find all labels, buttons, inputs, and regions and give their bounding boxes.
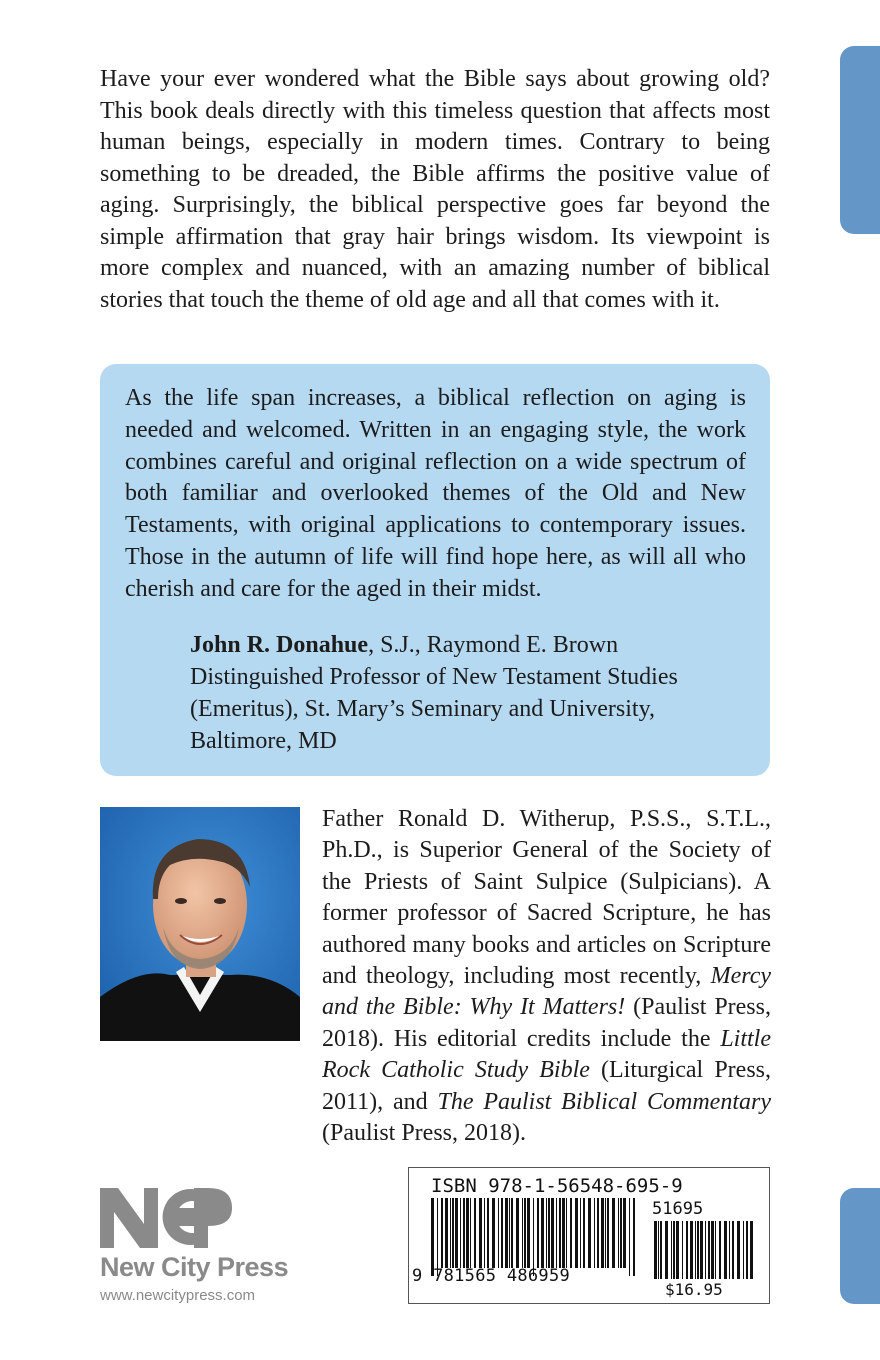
barcode-bar bbox=[746, 1221, 748, 1279]
barcode-bar bbox=[719, 1221, 721, 1279]
endorser-name: John R. Donahue bbox=[190, 631, 369, 658]
bio-book-title-1: Mercy and the Bible: Why It Matters! bbox=[322, 963, 771, 1021]
barcode-bar bbox=[618, 1198, 619, 1268]
barcode-bar bbox=[705, 1221, 706, 1279]
barcode-digits: 9 781565 486959 bbox=[412, 1266, 571, 1286]
barcode-bar bbox=[505, 1198, 508, 1268]
barcode-bar bbox=[737, 1221, 740, 1279]
barcode-bar bbox=[487, 1198, 489, 1268]
endorsement-quote: As the life span increases, a biblical reflection on aging is needed and welcomed. Written in an engaging style, the work combines careful and original reflection on a wide spectrum of both familiar and overlooked themes of the Old and New Testaments, with original applications to contemporary issues. Those in the autumn of life will find hope here, as will all who cherish and care for the aged in their midst. bbox=[125, 385, 746, 602]
barcode-bar bbox=[658, 1221, 659, 1279]
barcode-bar bbox=[750, 1221, 753, 1279]
barcode-bar bbox=[620, 1198, 622, 1268]
barcode-bar bbox=[729, 1221, 730, 1279]
bio-text-4: (Paulist Press, 2018). bbox=[322, 1120, 526, 1147]
barcode-bar bbox=[700, 1221, 703, 1279]
endorser-title-2: Distinguished Professor of New Testament Studies bbox=[190, 663, 678, 690]
barcode-bar bbox=[623, 1198, 626, 1268]
bio-text-2: (Paulist Press, 2018). His editorial credits include the bbox=[322, 994, 771, 1052]
intro-paragraph: Have your ever wondered what the Bible says about growing old? This book deals directly with this timeless question that affects most human beings, especially in modern times. Contrary to being something to be dreaded, the Bible affirms the positive value of aging. Surprisingly, the biblical perspective goes far beyond the simple affirmation that gray hair brings wisdom. Its viewpoint is more complex and nuanced, with an amazing number of biblical stories that touch the theme of old age and all that comes with it. bbox=[100, 66, 770, 313]
barcode-bar bbox=[711, 1221, 714, 1279]
barcode-bar bbox=[676, 1221, 679, 1279]
bio-text-1: Father Ronald D. Witherup, P.S.S., S.T.L., Ph.D., is Superior General of the Society of the Priests of Saint Sulpice (Sulpicians). A former professor of Sacred Scripture, he has authored many books and articles on Scripture and theology, including most recently, bbox=[322, 806, 771, 990]
barcode-bar bbox=[511, 1198, 513, 1268]
barcode-bar bbox=[673, 1221, 675, 1279]
barcode-bar bbox=[697, 1221, 699, 1279]
barcode-bar bbox=[556, 1198, 557, 1268]
barcode-bar bbox=[455, 1198, 458, 1268]
barcode-bar bbox=[546, 1198, 547, 1268]
barcode-bar bbox=[463, 1198, 465, 1268]
publisher-name: New City Press bbox=[100, 1252, 289, 1282]
barcode-bar bbox=[597, 1198, 599, 1268]
barcode-bar bbox=[452, 1198, 454, 1268]
barcode-bar bbox=[633, 1198, 635, 1276]
barcode-bar bbox=[671, 1221, 672, 1279]
barcode-bar bbox=[509, 1198, 510, 1268]
barcode-bar bbox=[551, 1198, 554, 1268]
barcode-bar bbox=[715, 1221, 716, 1279]
barcode-bar bbox=[527, 1198, 530, 1268]
bio-book-title-2: Little Rock Catholic Study Bible bbox=[322, 1025, 771, 1084]
endorsement-box bbox=[100, 364, 770, 776]
bottom-edge-tab bbox=[840, 1188, 880, 1304]
endorsement-attribution bbox=[190, 629, 746, 757]
barcode-bar bbox=[575, 1198, 578, 1268]
barcode-bar bbox=[479, 1198, 482, 1268]
endorser-title-1: , S.J., Raymond E. Brown bbox=[368, 631, 619, 658]
barcode-bar bbox=[441, 1198, 443, 1268]
barcode-bar bbox=[732, 1221, 734, 1279]
barcode-bar bbox=[484, 1198, 485, 1268]
barcode-bar bbox=[445, 1198, 448, 1268]
barcode-bar bbox=[724, 1221, 727, 1279]
barcode-bar bbox=[708, 1221, 710, 1279]
barcode-bar bbox=[431, 1198, 434, 1276]
barcode-bar bbox=[665, 1221, 668, 1279]
barcode-bar bbox=[460, 1198, 461, 1268]
author-photo bbox=[100, 807, 300, 1041]
barcode-bar bbox=[566, 1198, 567, 1268]
barcode-bar bbox=[559, 1198, 561, 1268]
barcode-bar bbox=[548, 1198, 550, 1268]
publisher-url: www.newcitypress.com bbox=[100, 1287, 256, 1304]
barcode-bar bbox=[522, 1198, 523, 1268]
barcode-addon: 51695 bbox=[652, 1199, 704, 1219]
barcode-bar bbox=[501, 1198, 503, 1268]
barcode-bar bbox=[743, 1221, 744, 1279]
barcode-bar bbox=[474, 1198, 476, 1268]
barcode-bar bbox=[450, 1198, 451, 1268]
barcode-bar bbox=[570, 1198, 572, 1268]
barcode-bar bbox=[682, 1221, 683, 1279]
barcode-bar bbox=[588, 1198, 591, 1268]
publisher-logo bbox=[100, 1186, 300, 1316]
barcode-bar bbox=[629, 1198, 630, 1276]
barcode-bar bbox=[612, 1198, 615, 1268]
isbn-label: ISBN 978-1-56548-695-9 bbox=[431, 1175, 683, 1197]
barcode-bar bbox=[594, 1198, 595, 1268]
barcode-bar bbox=[466, 1198, 469, 1268]
bio-text-3: (Liturgical Press, 2011), and bbox=[322, 1057, 771, 1115]
barcode-bar bbox=[690, 1221, 693, 1279]
barcode-bar bbox=[660, 1221, 662, 1279]
bio-book-title-3: The Paulist Biblical Commentary bbox=[437, 1088, 771, 1115]
barcode-bar bbox=[537, 1198, 539, 1268]
barcode-bar bbox=[470, 1198, 471, 1268]
barcode-bar bbox=[541, 1198, 544, 1268]
barcode-bar bbox=[533, 1198, 534, 1276]
author-bio bbox=[322, 804, 771, 1149]
barcode-bar bbox=[686, 1221, 688, 1279]
barcode-bar bbox=[580, 1198, 581, 1268]
top-edge-tab bbox=[840, 46, 880, 234]
barcode-bar bbox=[607, 1198, 609, 1268]
isbn-barcode bbox=[408, 1167, 770, 1304]
barcode-price: $16.95 bbox=[665, 1280, 723, 1299]
endorser-title-4: Baltimore, MD bbox=[190, 727, 337, 754]
ncp-logo-mark-icon bbox=[100, 1186, 240, 1248]
barcode-bar bbox=[583, 1198, 585, 1268]
barcode-bar bbox=[524, 1198, 526, 1268]
barcode-bar bbox=[437, 1198, 438, 1276]
barcode-bar bbox=[492, 1198, 495, 1268]
barcode-bar bbox=[601, 1198, 604, 1268]
barcode-bar bbox=[498, 1198, 499, 1268]
barcode-bar bbox=[516, 1198, 519, 1268]
barcode-bar bbox=[562, 1198, 565, 1268]
endorser-title-3: (Emeritus), St. Mary’s Seminary and University, bbox=[190, 695, 656, 722]
barcode-bar bbox=[695, 1221, 696, 1279]
barcode-bar bbox=[605, 1198, 606, 1268]
barcode-bar bbox=[654, 1221, 657, 1279]
